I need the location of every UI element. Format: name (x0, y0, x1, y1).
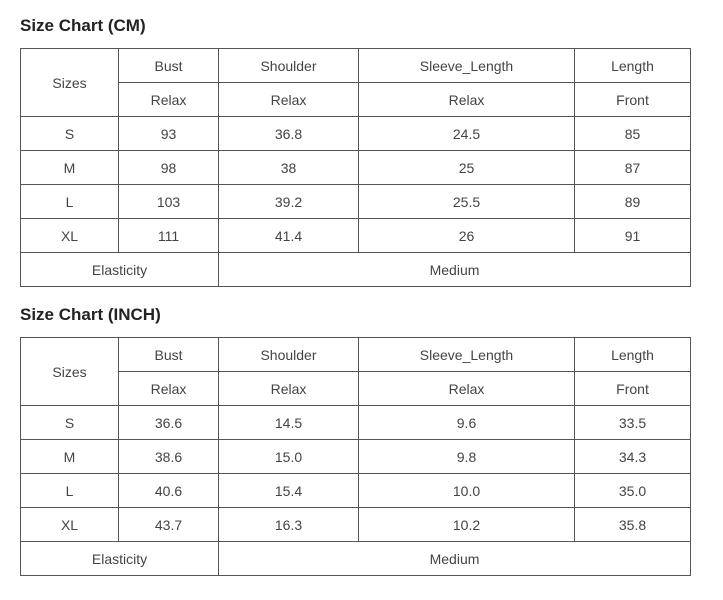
length-cell: 34.3 (575, 440, 691, 474)
shoulder-cell: 16.3 (219, 508, 359, 542)
sizes-header: Sizes (21, 49, 119, 117)
length-cell: 85 (575, 117, 691, 151)
table-row (21, 219, 691, 253)
sleeve-length-cell: 10.0 (359, 474, 575, 508)
bust-cell: 93 (119, 117, 219, 151)
size-table-cm (20, 48, 691, 287)
length-cell: 33.5 (575, 406, 691, 440)
table-row (21, 440, 691, 474)
sleeve-length-cell: 25 (359, 151, 575, 185)
sizes-header: Sizes (21, 338, 119, 406)
length-cell: 35.0 (575, 474, 691, 508)
shoulder-cell: 36.8 (219, 117, 359, 151)
elasticity-row (21, 253, 691, 287)
elasticity-value: Medium (219, 253, 691, 287)
shoulder-cell: 15.4 (219, 474, 359, 508)
chart-title-cm: Size Chart (CM) (20, 16, 146, 35)
sleeve-length-cell: 24.5 (359, 117, 575, 151)
table-row (21, 185, 691, 219)
size-chart-inch (20, 303, 690, 576)
table-row (21, 117, 691, 151)
length-cell: 89 (575, 185, 691, 219)
shoulder-cell: 39.2 (219, 185, 359, 219)
shoulder-cell: 15.0 (219, 440, 359, 474)
elasticity-row (21, 542, 691, 576)
header-bust: Bust (119, 338, 219, 372)
subheader-bust: Relax (119, 83, 219, 117)
table-row (21, 474, 691, 508)
subheader-shoulder: Relax (219, 83, 359, 117)
subheader-length: Front (575, 83, 691, 117)
length-cell: 87 (575, 151, 691, 185)
header-row (21, 49, 691, 83)
sleeve-length-cell: 25.5 (359, 185, 575, 219)
sleeve-length-cell: 26 (359, 219, 575, 253)
sleeve-length-cell: 10.2 (359, 508, 575, 542)
bust-cell: 36.6 (119, 406, 219, 440)
bust-cell: 103 (119, 185, 219, 219)
header-row (21, 338, 691, 372)
shoulder-cell: 38 (219, 151, 359, 185)
subheader-length: Front (575, 372, 691, 406)
header-shoulder: Shoulder (219, 49, 359, 83)
subheader-row (21, 83, 691, 117)
elasticity-label: Elasticity (21, 542, 219, 576)
size-chart-cm (20, 14, 690, 287)
bust-cell: 98 (119, 151, 219, 185)
header-shoulder: Shoulder (219, 338, 359, 372)
length-cell: 35.8 (575, 508, 691, 542)
length-cell: 91 (575, 219, 691, 253)
header-length: Length (575, 338, 691, 372)
header-sleeve-length: Sleeve_Length (359, 338, 575, 372)
size-cell: S (21, 406, 119, 440)
bust-cell: 43.7 (119, 508, 219, 542)
size-cell: S (21, 117, 119, 151)
shoulder-cell: 14.5 (219, 406, 359, 440)
subheader-bust: Relax (119, 372, 219, 406)
bust-cell: 38.6 (119, 440, 219, 474)
sleeve-length-cell: 9.6 (359, 406, 575, 440)
size-cell: L (21, 185, 119, 219)
table-row (21, 508, 691, 542)
bust-cell: 111 (119, 219, 219, 253)
chart-title-inch: Size Chart (INCH) (20, 305, 161, 324)
table-row (21, 151, 691, 185)
shoulder-cell: 41.4 (219, 219, 359, 253)
size-cell: XL (21, 219, 119, 253)
table-row (21, 406, 691, 440)
header-bust: Bust (119, 49, 219, 83)
header-length: Length (575, 49, 691, 83)
header-sleeve-length: Sleeve_Length (359, 49, 575, 83)
size-table-inch (20, 337, 691, 576)
subheader-sleeve-length: Relax (359, 83, 575, 117)
bust-cell: 40.6 (119, 474, 219, 508)
size-cell: L (21, 474, 119, 508)
size-cell: XL (21, 508, 119, 542)
sleeve-length-cell: 9.8 (359, 440, 575, 474)
subheader-sleeve-length: Relax (359, 372, 575, 406)
subheader-row (21, 372, 691, 406)
size-cell: M (21, 440, 119, 474)
elasticity-value: Medium (219, 542, 691, 576)
elasticity-label: Elasticity (21, 253, 219, 287)
subheader-shoulder: Relax (219, 372, 359, 406)
size-cell: M (21, 151, 119, 185)
